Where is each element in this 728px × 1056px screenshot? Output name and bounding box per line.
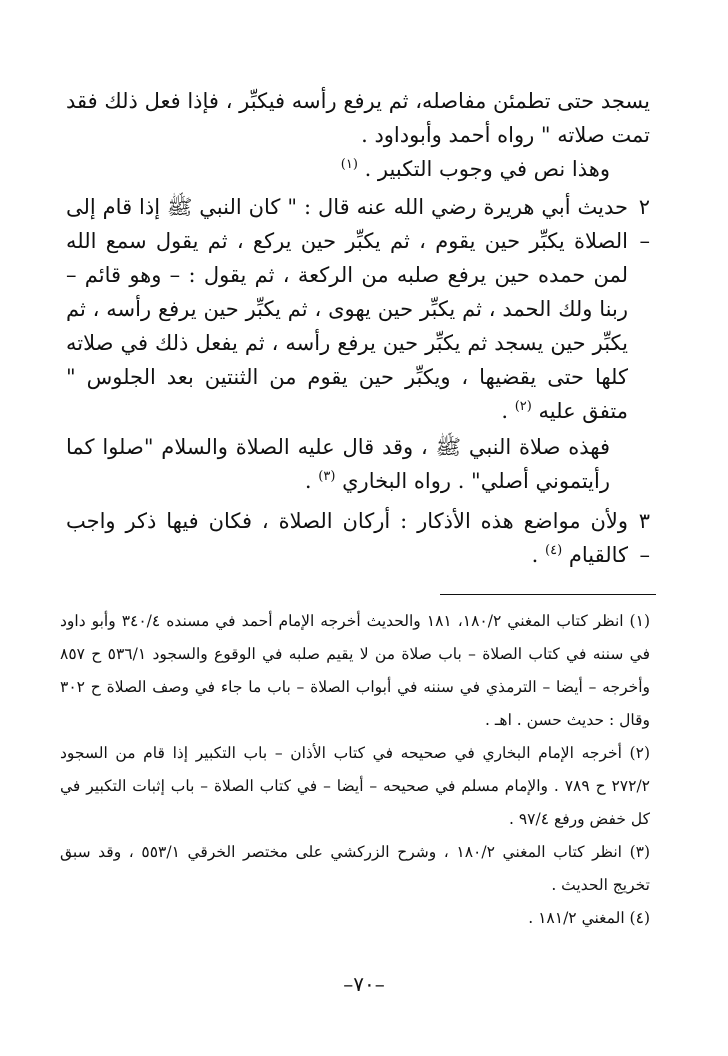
footnotes [60,605,650,935]
footnote-1: (١) انظر كتاب المغني ١٨٠/٢، ١٨١ والحديث أخرجه الإمام أحمد في مسنده ٣٤٠/٤ وأبو داود في سننه في كتاب الصلاة – باب صلاة من لا يقيم صلبه في الوقوع والسجود ٥٣٦/١ ح ٨٥٧ وأخرجه – أيضا – الترمذي في سننه في أبواب الصلاة – باب ما جاء في وصف الصلاة ح ٣٠٢ وقال : حديث حسن . اهـ . [60,612,650,729]
item-3-body [66,504,628,572]
numbered-item-2 [66,190,650,428]
footnote-ref-3: (٣) [318,469,336,484]
numbered-item-3 [66,504,650,572]
item-3-end: . [531,543,539,567]
page-number: –٧٠– [343,972,385,996]
item-2-body [66,190,628,428]
footnote-ref-2: (٢) [514,399,532,414]
paragraph-2-text: وهذا نص في وجوب التكبير . [364,157,610,181]
item-2-text: حديث أبي هريرة رضي الله عنه قال : " كان النبي ﷺ إذا قام إلى الصلاة يكبِّر حين يقوم ، ثم يكبِّر حين يركع ، ثم يقول سمع الله لمن حمده حين يرفع صلبه من الركعة ، ثم يقول : – وهو قائم – ربنا ولك الحمد ، ثم يكبِّر حين يهوى ، ثم يكبِّر حين يرفع رأسه ، ثم يكبِّر حين يسجد ثم يكبِّر حين يرفع رأسه ، ثم يفعل ذلك في صلاته كلها حتى يقضيها ، ويكبِّر حين يقوم من الثنتين بعد الجلوس " متفق عليه [66,195,628,423]
footnote-ref-1: (١) [340,157,358,172]
footnote-2: (٢) أخرجه الإمام البخاري في صحيحه في كتاب الأذان – باب التكبير إذا قام من السجود ٢٧٢/٢ ح ٧٨٩ . والإمام مسلم في صحيحه – أيضا – في كتاب الصلاة – باب إثبات التكبير في كل خفض ورفع ٩٧/٤ . [60,744,650,828]
paragraph-1: يسجد حتى تطمئن مفاصله، ثم يرفع رأسه فيكبِّر ، فإذا فعل ذلك فقد تمت صلاته " رواه أحمد وأبوداود . [66,89,650,147]
paragraph-2 [66,152,650,186]
item-2-number: ٢ – [638,195,650,253]
item-3-number: ٣ – [638,509,650,567]
paragraph-3-text: فهذه صلاة النبي ﷺ ، وقد قال عليه الصلاة والسلام "صلوا كما رأيتموني أصلي" . رواه البخاري [66,435,610,493]
footnote-ref-4: (٤) [545,543,563,558]
item-3-text: ولأن مواضع هذه الأذكار : أركان الصلاة ، فكان فيها ذكر واجب كالقيام [66,509,628,567]
item-2-end: . [501,399,508,423]
paragraph-3-end: . [304,469,312,493]
main-text [66,84,650,572]
paragraph-3 [66,430,650,498]
footnote-separator [440,594,656,595]
footnote-3: (٣) انظر كتاب المغني ١٨٠/٢ ، وشرح الزركشي على مختصر الخرقي ٥٥٣/١ ، وقد سبق تخريج الحديث . [60,843,651,894]
footnote-4: (٤) المغني ١٨١/٢ . [528,909,650,927]
